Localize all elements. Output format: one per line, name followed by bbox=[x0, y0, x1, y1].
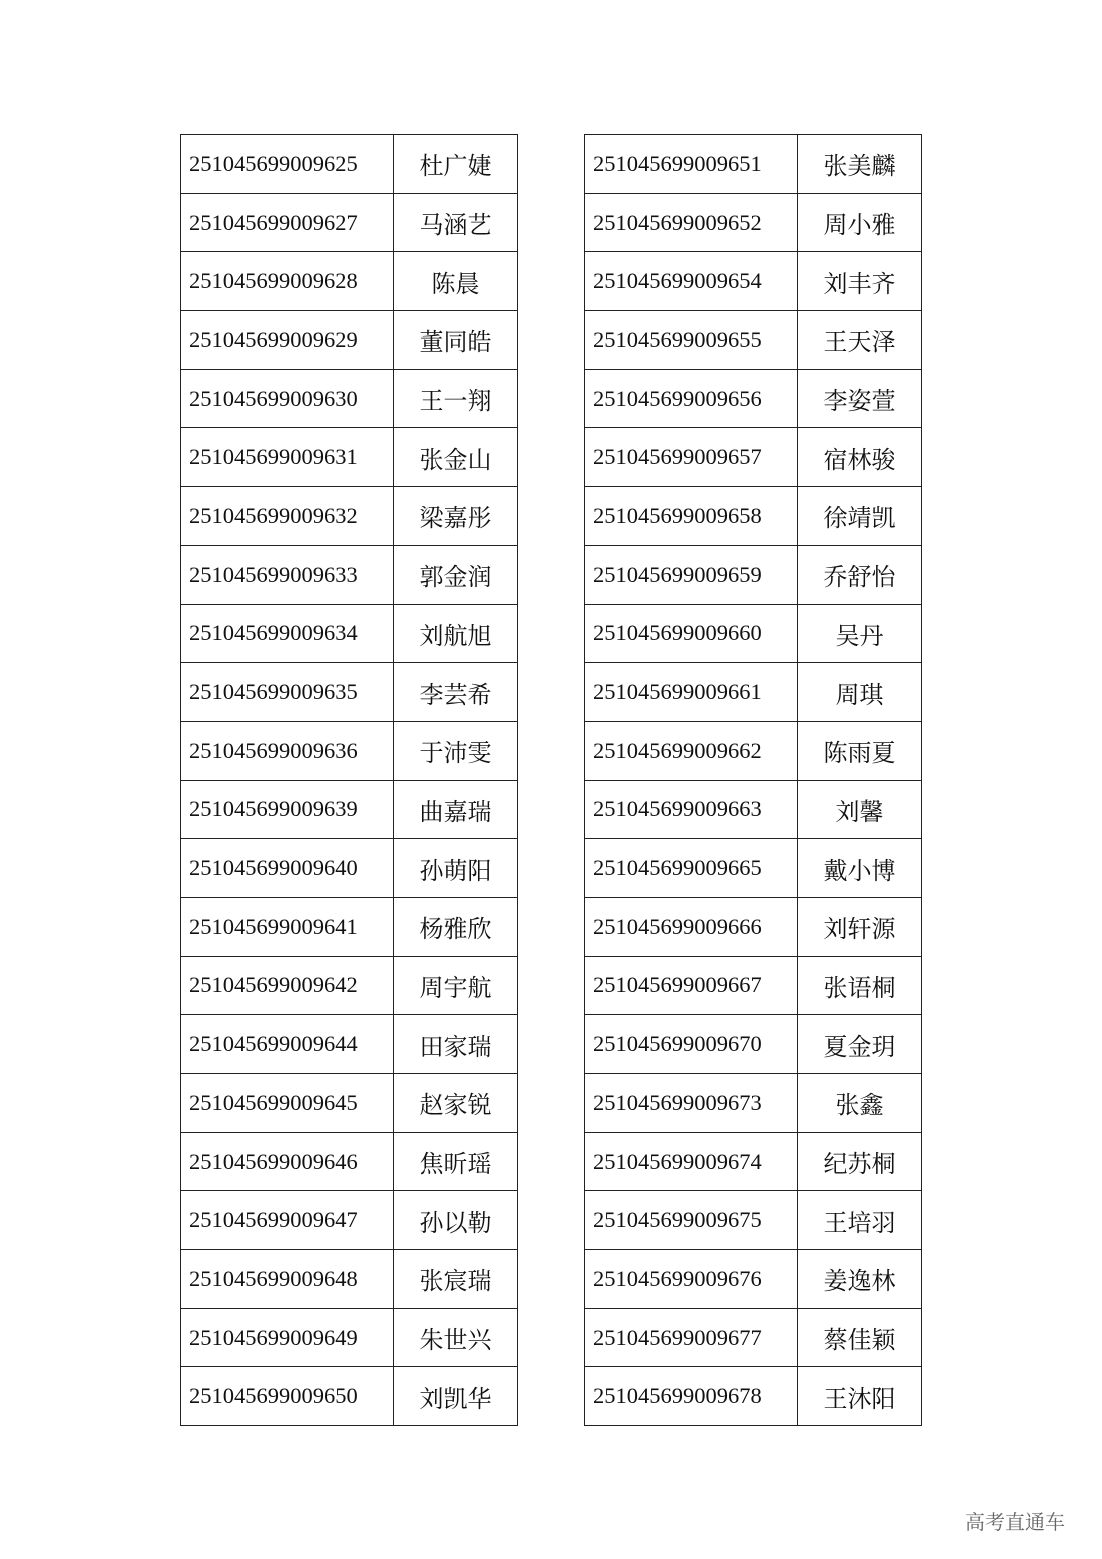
table-row bbox=[181, 428, 518, 487]
table-row bbox=[585, 311, 922, 370]
exam-number: 251045699009631 bbox=[181, 428, 394, 487]
exam-number: 251045699009676 bbox=[585, 1250, 798, 1309]
student-name: 曲嘉瑞 bbox=[394, 780, 518, 839]
student-name: 刘馨 bbox=[798, 780, 922, 839]
student-name: 于沛雯 bbox=[394, 721, 518, 780]
student-name: 张美麟 bbox=[798, 135, 922, 194]
exam-number: 251045699009646 bbox=[181, 1132, 394, 1191]
table-row bbox=[585, 1191, 922, 1250]
table-row bbox=[585, 1250, 922, 1309]
exam-number: 251045699009651 bbox=[585, 135, 798, 194]
student-name: 田家瑞 bbox=[394, 1015, 518, 1074]
student-name: 纪苏桐 bbox=[798, 1132, 922, 1191]
watermark: 高考直通车 bbox=[965, 1510, 1065, 1534]
student-name: 张语桐 bbox=[798, 956, 922, 1015]
student-name: 刘航旭 bbox=[394, 604, 518, 663]
student-name: 郭金润 bbox=[394, 545, 518, 604]
exam-number: 251045699009652 bbox=[585, 193, 798, 252]
table-row bbox=[181, 1191, 518, 1250]
table-row bbox=[585, 1367, 922, 1426]
exam-number: 251045699009632 bbox=[181, 487, 394, 546]
exam-number: 251045699009674 bbox=[585, 1132, 798, 1191]
student-name: 吴丹 bbox=[798, 604, 922, 663]
exam-number: 251045699009649 bbox=[181, 1308, 394, 1367]
table-row bbox=[181, 780, 518, 839]
table-row bbox=[585, 193, 922, 252]
student-name: 赵家锐 bbox=[394, 1074, 518, 1133]
table-row bbox=[181, 135, 518, 194]
exam-number: 251045699009645 bbox=[181, 1074, 394, 1133]
student-name: 张宸瑞 bbox=[394, 1250, 518, 1309]
table-row bbox=[585, 1308, 922, 1367]
student-name: 陈晨 bbox=[394, 252, 518, 311]
student-name: 王一翔 bbox=[394, 369, 518, 428]
table-row bbox=[181, 193, 518, 252]
student-name: 张鑫 bbox=[798, 1074, 922, 1133]
exam-number: 251045699009654 bbox=[585, 252, 798, 311]
student-name: 杜广婕 bbox=[394, 135, 518, 194]
table-row bbox=[181, 252, 518, 311]
exam-number: 251045699009636 bbox=[181, 721, 394, 780]
student-name: 孙萌阳 bbox=[394, 839, 518, 898]
student-table-right bbox=[584, 134, 922, 1426]
student-name: 李姿萱 bbox=[798, 369, 922, 428]
student-name: 董同皓 bbox=[394, 311, 518, 370]
exam-number: 251045699009661 bbox=[585, 663, 798, 722]
exam-number: 251045699009673 bbox=[585, 1074, 798, 1133]
table-row bbox=[181, 545, 518, 604]
exam-number: 251045699009670 bbox=[585, 1015, 798, 1074]
table-row bbox=[585, 897, 922, 956]
student-name: 夏金玥 bbox=[798, 1015, 922, 1074]
exam-number: 251045699009627 bbox=[181, 193, 394, 252]
student-name: 梁嘉彤 bbox=[394, 487, 518, 546]
exam-number: 251045699009642 bbox=[181, 956, 394, 1015]
table-row bbox=[181, 369, 518, 428]
exam-number: 251045699009634 bbox=[181, 604, 394, 663]
student-name: 刘丰齐 bbox=[798, 252, 922, 311]
table-row bbox=[181, 1074, 518, 1133]
table-row bbox=[181, 1132, 518, 1191]
student-name: 周琪 bbox=[798, 663, 922, 722]
table-row bbox=[181, 311, 518, 370]
student-name: 朱世兴 bbox=[394, 1308, 518, 1367]
exam-number: 251045699009658 bbox=[585, 487, 798, 546]
exam-number: 251045699009630 bbox=[181, 369, 394, 428]
exam-number: 251045699009660 bbox=[585, 604, 798, 663]
exam-number: 251045699009648 bbox=[181, 1250, 394, 1309]
exam-number: 251045699009666 bbox=[585, 897, 798, 956]
table-row bbox=[585, 1015, 922, 1074]
student-name: 马涵艺 bbox=[394, 193, 518, 252]
student-name: 焦昕瑶 bbox=[394, 1132, 518, 1191]
table-row bbox=[585, 956, 922, 1015]
table-row bbox=[585, 604, 922, 663]
exam-number: 251045699009678 bbox=[585, 1367, 798, 1426]
table-row bbox=[181, 721, 518, 780]
exam-number: 251045699009635 bbox=[181, 663, 394, 722]
exam-number: 251045699009662 bbox=[585, 721, 798, 780]
table-row bbox=[585, 487, 922, 546]
table-row bbox=[585, 1074, 922, 1133]
table-row bbox=[181, 1250, 518, 1309]
student-name: 孙以勒 bbox=[394, 1191, 518, 1250]
table-row bbox=[181, 956, 518, 1015]
exam-number: 251045699009663 bbox=[585, 780, 798, 839]
student-name: 王培羽 bbox=[798, 1191, 922, 1250]
exam-number: 251045699009629 bbox=[181, 311, 394, 370]
table-row bbox=[181, 839, 518, 898]
table-row bbox=[181, 663, 518, 722]
student-name: 姜逸林 bbox=[798, 1250, 922, 1309]
table-row bbox=[585, 721, 922, 780]
exam-number: 251045699009628 bbox=[181, 252, 394, 311]
table-row bbox=[181, 1367, 518, 1426]
exam-number: 251045699009655 bbox=[585, 311, 798, 370]
exam-number: 251045699009625 bbox=[181, 135, 394, 194]
exam-number: 251045699009659 bbox=[585, 545, 798, 604]
student-name: 刘轩源 bbox=[798, 897, 922, 956]
exam-number: 251045699009665 bbox=[585, 839, 798, 898]
exam-number: 251045699009640 bbox=[181, 839, 394, 898]
table-row bbox=[585, 545, 922, 604]
student-name: 李芸希 bbox=[394, 663, 518, 722]
table-row bbox=[181, 1308, 518, 1367]
student-name: 蔡佳颖 bbox=[798, 1308, 922, 1367]
exam-number: 251045699009647 bbox=[181, 1191, 394, 1250]
student-name: 王天泽 bbox=[798, 311, 922, 370]
table-row bbox=[585, 780, 922, 839]
exam-number: 251045699009650 bbox=[181, 1367, 394, 1426]
table-row bbox=[585, 663, 922, 722]
student-name: 宿林骏 bbox=[798, 428, 922, 487]
table-row bbox=[585, 839, 922, 898]
student-name: 周小雅 bbox=[798, 193, 922, 252]
student-name: 周宇航 bbox=[394, 956, 518, 1015]
student-name: 杨雅欣 bbox=[394, 897, 518, 956]
table-row bbox=[585, 428, 922, 487]
exam-number: 251045699009656 bbox=[585, 369, 798, 428]
table-row bbox=[181, 897, 518, 956]
student-name: 陈雨夏 bbox=[798, 721, 922, 780]
table-row bbox=[181, 487, 518, 546]
exam-number: 251045699009641 bbox=[181, 897, 394, 956]
student-name: 张金山 bbox=[394, 428, 518, 487]
exam-number: 251045699009633 bbox=[181, 545, 394, 604]
exam-number: 251045699009677 bbox=[585, 1308, 798, 1367]
exam-number: 251045699009644 bbox=[181, 1015, 394, 1074]
exam-number: 251045699009657 bbox=[585, 428, 798, 487]
table-row bbox=[585, 135, 922, 194]
student-name: 徐靖凯 bbox=[798, 487, 922, 546]
student-table-left bbox=[180, 134, 518, 1426]
exam-number: 251045699009667 bbox=[585, 956, 798, 1015]
table-row bbox=[181, 604, 518, 663]
student-name: 戴小博 bbox=[798, 839, 922, 898]
student-name: 刘凯华 bbox=[394, 1367, 518, 1426]
table-row bbox=[585, 252, 922, 311]
table-row bbox=[181, 1015, 518, 1074]
exam-number: 251045699009675 bbox=[585, 1191, 798, 1250]
table-row bbox=[585, 369, 922, 428]
table-row bbox=[585, 1132, 922, 1191]
exam-number: 251045699009639 bbox=[181, 780, 394, 839]
student-name: 乔舒怡 bbox=[798, 545, 922, 604]
student-name: 王沐阳 bbox=[798, 1367, 922, 1426]
